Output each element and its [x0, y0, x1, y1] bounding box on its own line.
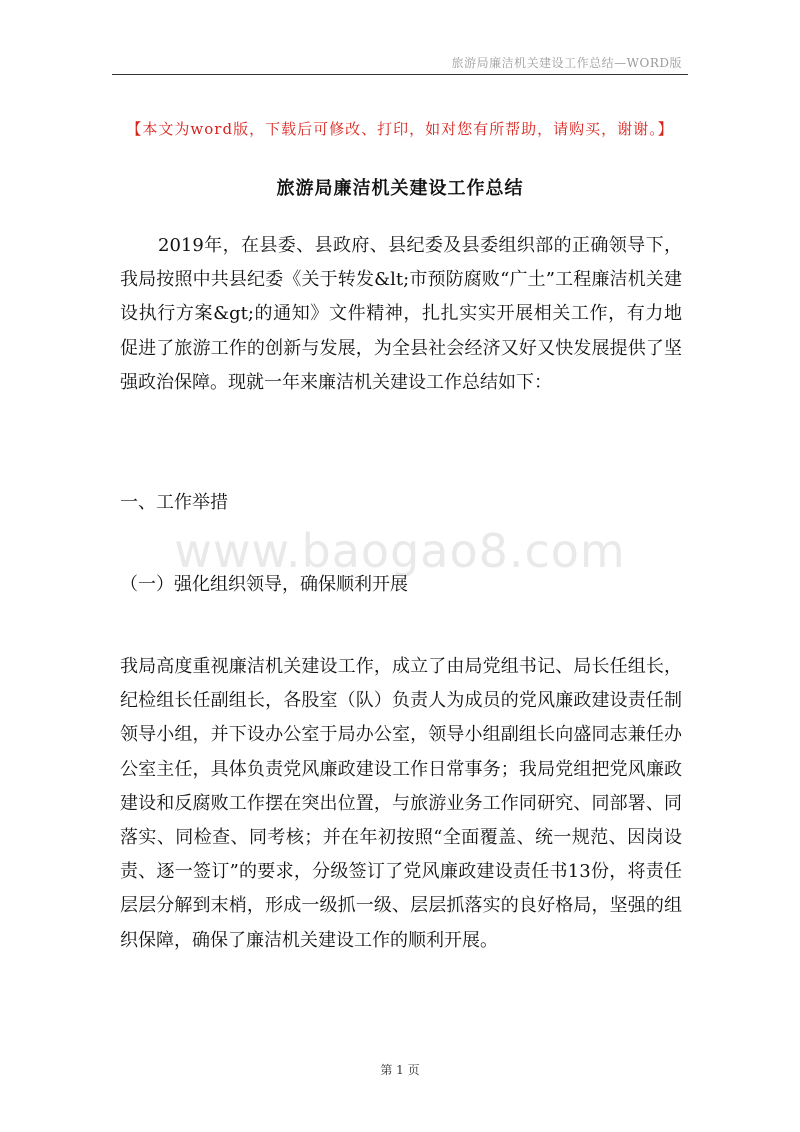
body-paragraph-organization: 我局高度重视廉洁机关建设工作，成立了由局党组书记、局长任组长，纪检组长任副组长，各股室（队）负责人为成员的党风廉政建设责任制领导小组，并下设办公室于局办公室，领导小组副组长向盛同志兼任办公室主任，具体负责党风廉政建设工作日常事务；我局党组把党风廉政建设和反腐败工作摆在突出位置，与旅游业务工作同研究、同部署、同落实、同检查、同考核；并在年初按照“全面覆盖、统一规范、因岗设责、逐一签订”的要求，分级签订了党风廉政建设责任书13份，将责任层层分解到末梢，形成一级抓一级、层层抓落实的良好格局，坚强的组织保障，确保了廉洁机关建设工作的顺利开展。 [120, 656, 682, 951]
section-heading-measures: 一、工作举措 [120, 492, 228, 513]
subsection-heading-organization: （一）强化组织领导，确保顺利开展 [120, 574, 408, 595]
purchase-notice: 【本文为word版，下载后可修改、打印，如对您有所帮助，请购买，谢谢。】 [126, 120, 674, 138]
page-number: 第 1 页 [380, 1063, 420, 1077]
running-header: 旅游局廉洁机关建设工作总结—WORD版 [451, 56, 682, 70]
watermark-text: www.baogao8.com [174, 524, 626, 578]
intro-paragraph: 2019年，在县委、县政府、县纪委及县委组织部的正确领导下，我局按照中共县纪委《关于转发&lt;市预防腐败“广土”工程廉洁机关建设执行方案&gt;的通知》文件精神，扎扎实实开展相关工作，有力地促进了旅游工作的创新与发展，为全县社会经济又好又快发展提供了坚强政治保障。现就一年来廉洁机关建设工作总结如下： [120, 235, 682, 393]
document-title: 旅游局廉洁机关建设工作总结 [276, 178, 524, 199]
header-divider [112, 74, 688, 75]
